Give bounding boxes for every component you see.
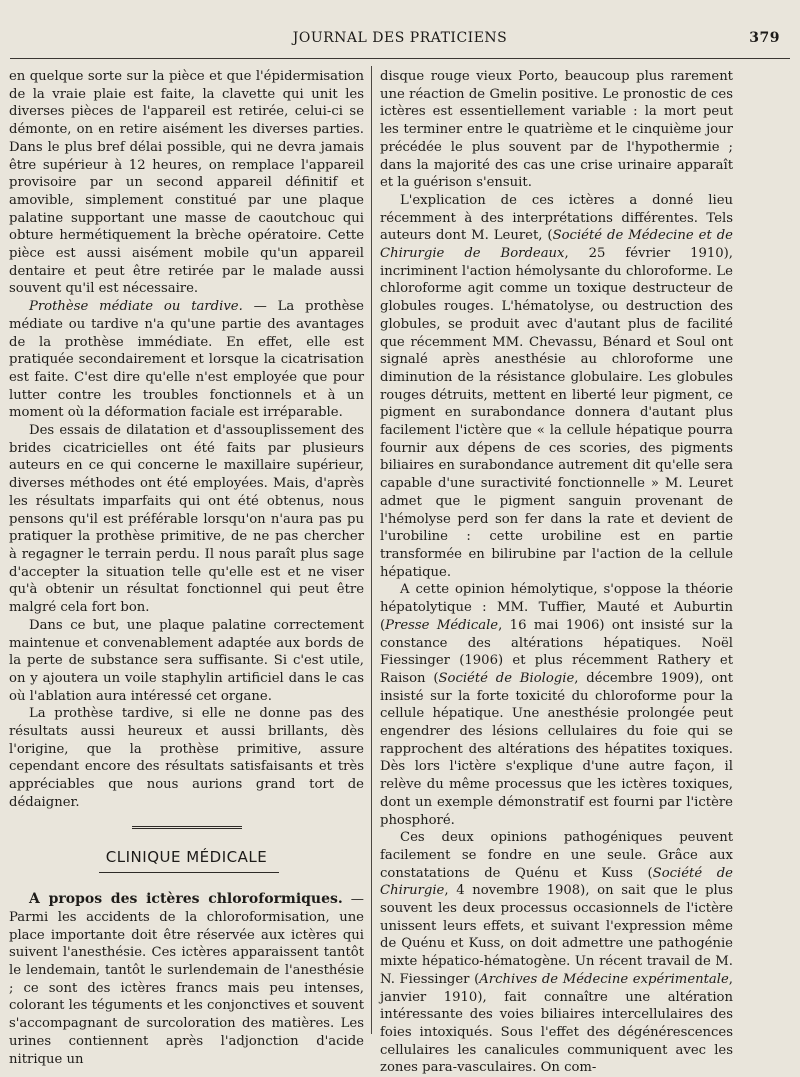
paragraph-text: — Parmi les accidents de la chloroformisation, une place importante doit être réservée aux ictères qui suivent l'anesthésie. Ces ictères apparaissent tantôt le lendemain, tantôt le surlendemain de l'anesthésie ; ce sont des ictères francs mais peu intenses, colorant les téguments et les conjonctives et souvent s'accompagnant de surcoloration des matières. Les urines contiennent après l'adjonction d'acide nitrique un — [9, 892, 364, 1067]
article-title: A propos des ictères chloroformiques. — [29, 891, 343, 908]
paragraph: Des essais de dilatation et d'assouplissement des brides cicatricielles ont été faits par plusieurs auteurs en ce qui concerne le maxillaire supérieur, diverses méthodes ont été employées. Mais, d'après les résultats imparfaits qui ont été obtenus, nous pensons qu'il est préférable lorsqu'on n'aura pas pu pratiquer la prothèse primitive, de ne pas chercher à regagner le terrain perdu. Il nous paraît plus sage d'accepter la situation telle qu'elle est et ne viser qu'à obtenir un résultat fonctionnel qui peut être malgré cela fort bon. — [9, 423, 364, 616]
left-column — [9, 68, 364, 1068]
paragraph-text: Ces deux opinions pathogéniques peuvent facilement se fondre en une seule. Grâce aux constatations de Quénu et Kuss ( — [380, 830, 733, 881]
right-column — [380, 68, 733, 1077]
paragraph-text: A cette opinion hémolytique, s'oppose la théorie hépatolytique : MM. Tuffier, Mauté et Auburtin ( — [380, 582, 733, 633]
subheading: Prothèse médiate ou tardive. — [29, 299, 243, 315]
citation: Société de Médecine et de Chirurgie de Bordeaux — [380, 228, 733, 262]
running-header — [20, 30, 780, 52]
header-rule — [10, 58, 790, 59]
citation: Société de Chirurgie — [380, 865, 733, 899]
citation: Archives de Médecine expérimentale — [479, 971, 729, 987]
paragraph-text: , 16 mai 1906) ont insisté sur la constance des altérations hépatiques. Noël Fiessinger (1906) et plus récemment Rathery et Raison ( — [380, 617, 734, 686]
paragraph-text: — La prothèse médiate ou tardive n'a qu'une partie des avantages de la prothèse immédiate. En effet, elle est pratiquée secondairement et lorsque la cicatrisation est faite. C'est dire qu'elle n'est employée que pour lutter contre les troubles fonctionnels et à un moment où la déformation faciale est irréparable. — [9, 299, 364, 421]
section-underline — [99, 872, 279, 873]
section-title: CLINIQUE MÉDICALE — [105, 847, 268, 866]
paragraph-text: , 4 novembre 1908), on sait que le plus souvent les deux processus occasionnels de l'ictère unissent leurs effets, et suivant l'expression même de Quénu et Kuss, on doit admettre une pathogénie mixte hépatico-hématogène. Un récent travail de M. N. Fiessinger ( — [380, 883, 733, 987]
paragraph-text: L'explication de ces ictères a donné lieu récemment à des interprétations différentes. Tels auteurs dont M. Leuret, ( — [380, 192, 733, 244]
paragraph-text: , 25 février 1910), incriminent l'action hémolysante du chloroforme. Le chloroforme agit comme un toxique destructeur de globules rouges. L'hématolyse, ou destruction des globules, se produit avec d'autant plus de facilité que récemment MM. Chevassu, Bénard et Soul ont signalé après anesthésie au chloroforme une diminution de la résistance globulaire. Les globules rouges détruits, mettent en liberté leur pigment, ce pigment en surabondance donnera d'autant plus facilement l'ictère que « la cellule hépatique pourra fournir aux dépens de ces scories, des pigments biliaires en surabondance autrement dit qu'elle sera capable d'une suractivité fonctionnelle » M. Leuret admet que le pigment sanguin provenant de l'hémolyse perd son fer dans la rate et devient de l'urobiline : cette urobiline est en partie transformée en bilirubine par l'action de la cellule hépatique. — [380, 246, 733, 580]
paragraph: en quelque sorte sur la pièce et que l'épidermisation de la vraie plaie est faite, la clavette qui unit les diverses pièces de l'appareil est retirée, celui-ci se démonte, on en retire aisément les diverses parties. Dans le plus bref délai possible, qui ne devra jamais être supérieur à 12 heures, on remplace l'appareil provisoire par un second appareil définitif et amovible, simplement constitué par une plaque palatine supportant une masse de caoutchouc qui obture hermétiquement la brèche opératoire. Cette pièce est aussi aisément mobile qu'un appareil dentaire et peut être retirée par le malade aussi souvent qu'il est nécessaire. — [9, 69, 364, 297]
paragraph — [380, 581, 733, 829]
paragraph: disque rouge vieux Porto, beaucoup plus rarement une réaction de Gmelin positive. Le pronostic de ces ictères est essentiellement variable : la mort peut les terminer entre le quatrième et le cinquième jour précédée le plus souvent par de l'hypothermie ; dans la majorité des cas une crise urinaire apparaît et la guérison s'ensuit. — [380, 69, 733, 191]
paragraph-text: , décembre 1909), ont insisté sur la forte toxicité du chloroforme pour la cellule hépatique. Une anesthésie prolongée peut engendrer des lésions cellulaires du foie qui se rapprochent des altérations des hépatites toxiques. Dès lors l'ictère s'explique d'une autre façon, il relève du même processus que les ictères toxiques, dont un exemple démonstratif est fourni par l'ictère phosphoré. — [380, 670, 733, 828]
column-divider — [371, 66, 372, 1034]
citation: Société de Biologie — [438, 670, 575, 686]
citation: Presse Médicale — [385, 617, 499, 633]
paragraph — [9, 298, 364, 422]
journal-title: JOURNAL DES PRATICIENS — [292, 30, 508, 46]
paragraph: Dans ce but, une plaque palatine correctement maintenue et convenablement adaptée aux bords de la perte de substance sera suffisante. Si c'est utile, on y ajoutera un voile staphylin artificiel dans le cas où l'ablation aura intéressé cet organe. — [9, 617, 364, 704]
paragraph — [9, 891, 364, 1068]
page-number: 379 — [749, 30, 780, 46]
paragraph: La prothèse tardive, si elle ne donne pas des résultats aussi heureux et aussi brillants, dès l'origine, que la prothèse primitive, assure cependant encore des résultats satisfaisants et très appréciables que nous aurions grand tort de dédaigner. — [9, 706, 364, 810]
separator — [132, 826, 242, 829]
paragraph — [380, 829, 733, 1077]
paragraph — [380, 192, 733, 581]
paragraph-text: , janvier 1910), fait connaître une altération intéressante des voies biliaires intercellulaires des foies intoxiqués. Sous l'effet des dégénérescences cellulaires les canalicules communiquent avec les zones para-vasculaires. On com- — [380, 971, 733, 1076]
